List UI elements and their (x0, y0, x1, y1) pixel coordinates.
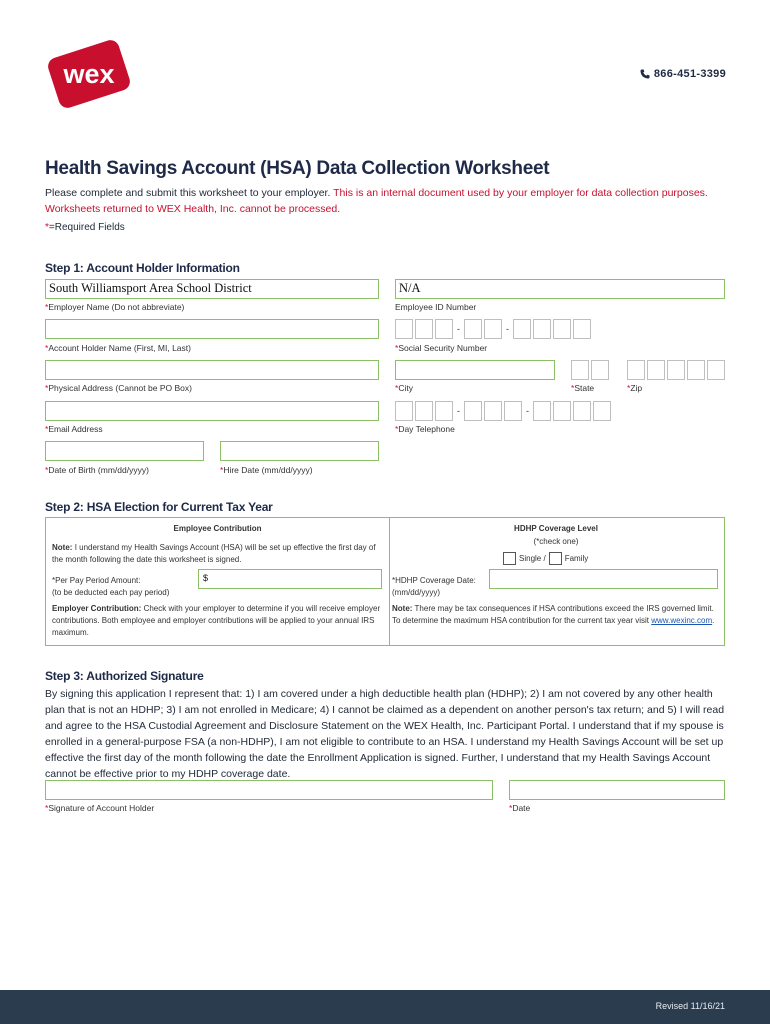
account-holder-name-field[interactable] (45, 319, 379, 339)
irs-limit-note: Note: There may be tax consequences if HSA contributions exceed the IRS governed limit. To determine the maximum HSA contribution for the current tax year visit www.wexinc.com. (392, 604, 715, 625)
employee-contribution-title: Employee Contribution (173, 524, 262, 533)
phone-digit[interactable] (533, 401, 551, 421)
state-char[interactable] (571, 360, 589, 380)
ssn-digit[interactable] (395, 319, 413, 339)
zip-digit[interactable] (647, 360, 665, 380)
ssn-digit[interactable] (435, 319, 453, 339)
single-label: Single / (519, 553, 546, 563)
intro-text (45, 185, 735, 217)
family-label: Family (564, 553, 589, 563)
employee-id-value: N/A (399, 281, 421, 295)
state-boxes[interactable] (571, 360, 611, 380)
family-checkbox[interactable] (549, 552, 562, 565)
step1-heading: Step 1: Account Holder Information (45, 261, 240, 275)
ssn-digit[interactable] (464, 319, 482, 339)
per-pay-amount-field[interactable]: $ (198, 569, 382, 589)
hdhp-coverage-title: HDHP Coverage Level (514, 524, 598, 533)
physical-address-field[interactable] (45, 360, 379, 380)
required-asterisk: * (45, 222, 49, 233)
ssn-digit[interactable] (533, 319, 551, 339)
phone-digit[interactable] (504, 401, 522, 421)
employee-contribution-column (46, 518, 390, 645)
authorization-text: By signing this application I represent that: 1) I am covered under a high deductible health plan (HDHP); 2) I am not covered by any other health plan that is not an HDHP; 3) I am not enrolled in Medicare; 4) I cannot be claimed as a dependent on another person's tax return; and 5) I will read and agree to the HSA Custodial Agreement and Disclosure Statement on the WEX Health, Inc. Participant Portal. I understand that if my spouse is enrolled in a general-purpose FSA (a non-HDHP), I am not eligible to contribute to an HSA. I understand my Health Savings Account will be set up effective the first day of the month following the date the Enrollment Application is signed. Further, I understand that my Health Savings Account cannot be effective prior to my HDHP coverage date. (45, 688, 725, 780)
signature-field[interactable] (45, 780, 493, 800)
ssn-digit[interactable] (484, 319, 502, 339)
ssn-label: *Social Security Number (395, 343, 488, 353)
ssn-digit[interactable] (513, 319, 531, 339)
employer-name-label: *Employer Name (Do not abbreviate) (45, 302, 185, 312)
day-telephone-boxes[interactable]: - - (395, 401, 613, 421)
employer-name-field[interactable] (45, 279, 379, 299)
employee-id-field[interactable] (395, 279, 725, 299)
required-text: =Required Fields (48, 222, 125, 233)
phone-number (640, 68, 726, 80)
logo-text: wex (63, 59, 115, 89)
single-checkbox[interactable] (503, 552, 516, 565)
zip-digit[interactable] (627, 360, 645, 380)
wexinc-link[interactable]: www.wexinc.com (651, 616, 713, 625)
hdhp-coverage-column (389, 518, 723, 645)
step2-heading: Step 2: HSA Election for Current Tax Year (45, 500, 273, 514)
phone-digit[interactable] (593, 401, 611, 421)
phone-digit[interactable] (395, 401, 413, 421)
ssn-digit[interactable] (415, 319, 433, 339)
phone-icon (640, 69, 650, 79)
phone-digit[interactable] (464, 401, 482, 421)
email-label: *Email Address (45, 424, 103, 434)
employer-contribution-note: Employer Contribution: Check with your employer to determine if you will receive employer contributions. Both employee and employer contributions will be applied to your annual IRS maximum. (52, 604, 381, 637)
phone-digit[interactable] (415, 401, 433, 421)
account-holder-name-label: *Account Holder Name (First, MI, Last) (45, 343, 191, 353)
state-label: *State (571, 383, 595, 393)
per-pay-label: *Per Pay Period Amount: (to be deducted each pay period) (52, 576, 170, 597)
dob-field[interactable] (45, 441, 204, 461)
zip-label: *Zip (627, 383, 643, 393)
physical-address-label: *Physical Address (Cannot be PO Box) (45, 383, 192, 393)
step3-heading: Step 3: Authorized Signature (45, 669, 204, 683)
hdhp-coverage-date-field[interactable] (489, 569, 718, 589)
employee-contribution-note: Note: I understand my Health Savings Account (HSA) will be set up effective the first day of the month following the date this worksheet is signed. (52, 543, 376, 564)
day-telephone-label: *Day Telephone (395, 424, 455, 434)
ssn-boxes[interactable]: - - (395, 319, 593, 339)
signature-label: *Signature of Account Holder (45, 803, 155, 813)
coverage-options (503, 552, 588, 565)
city-field[interactable] (395, 360, 555, 380)
zip-digit[interactable] (687, 360, 705, 380)
hire-date-label: *Hire Date (mm/dd/yyyy) (220, 465, 313, 475)
zip-digit[interactable] (707, 360, 725, 380)
intro-red: This is an internal document used by your employer for data collection purposes. Worksheets returned to WEX Health, Inc. cannot be processed. (45, 187, 708, 215)
page-title: Health Savings Account (HSA) Data Collection Worksheet (45, 158, 550, 179)
ssn-digit[interactable] (573, 319, 591, 339)
employer-name-value: South Williamsport Area School District (49, 281, 252, 295)
phone-digit[interactable] (484, 401, 502, 421)
phone-text: 866-451-3399 (653, 68, 726, 80)
dob-label: *Date of Birth (mm/dd/yyyy) (45, 465, 149, 475)
intro-black: Please complete and submit this worksheet to your employer. (45, 187, 331, 199)
employee-id-label: Employee ID Number (395, 302, 477, 312)
zip-digit[interactable] (667, 360, 685, 380)
required-fields-note (45, 222, 125, 233)
signature-date-field[interactable] (509, 780, 725, 800)
hire-date-field[interactable] (220, 441, 379, 461)
check-one-note: (*check one) (533, 537, 579, 546)
phone-digit[interactable] (435, 401, 453, 421)
phone-digit[interactable] (573, 401, 591, 421)
phone-digit[interactable] (553, 401, 571, 421)
email-field[interactable] (45, 401, 379, 421)
revised-date: Revised 11/16/21 (655, 1001, 725, 1011)
hsa-election-box (45, 517, 725, 646)
state-char[interactable] (591, 360, 609, 380)
ssn-digit[interactable] (553, 319, 571, 339)
coverage-date-label: *HDHP Coverage Date: (mm/dd/yyyy) (392, 576, 476, 597)
wex-logo (42, 36, 136, 112)
zip-boxes[interactable] (627, 360, 727, 380)
signature-date-label: *Date (509, 803, 531, 813)
city-label: *City (395, 383, 413, 393)
footer-bar (0, 990, 770, 1024)
